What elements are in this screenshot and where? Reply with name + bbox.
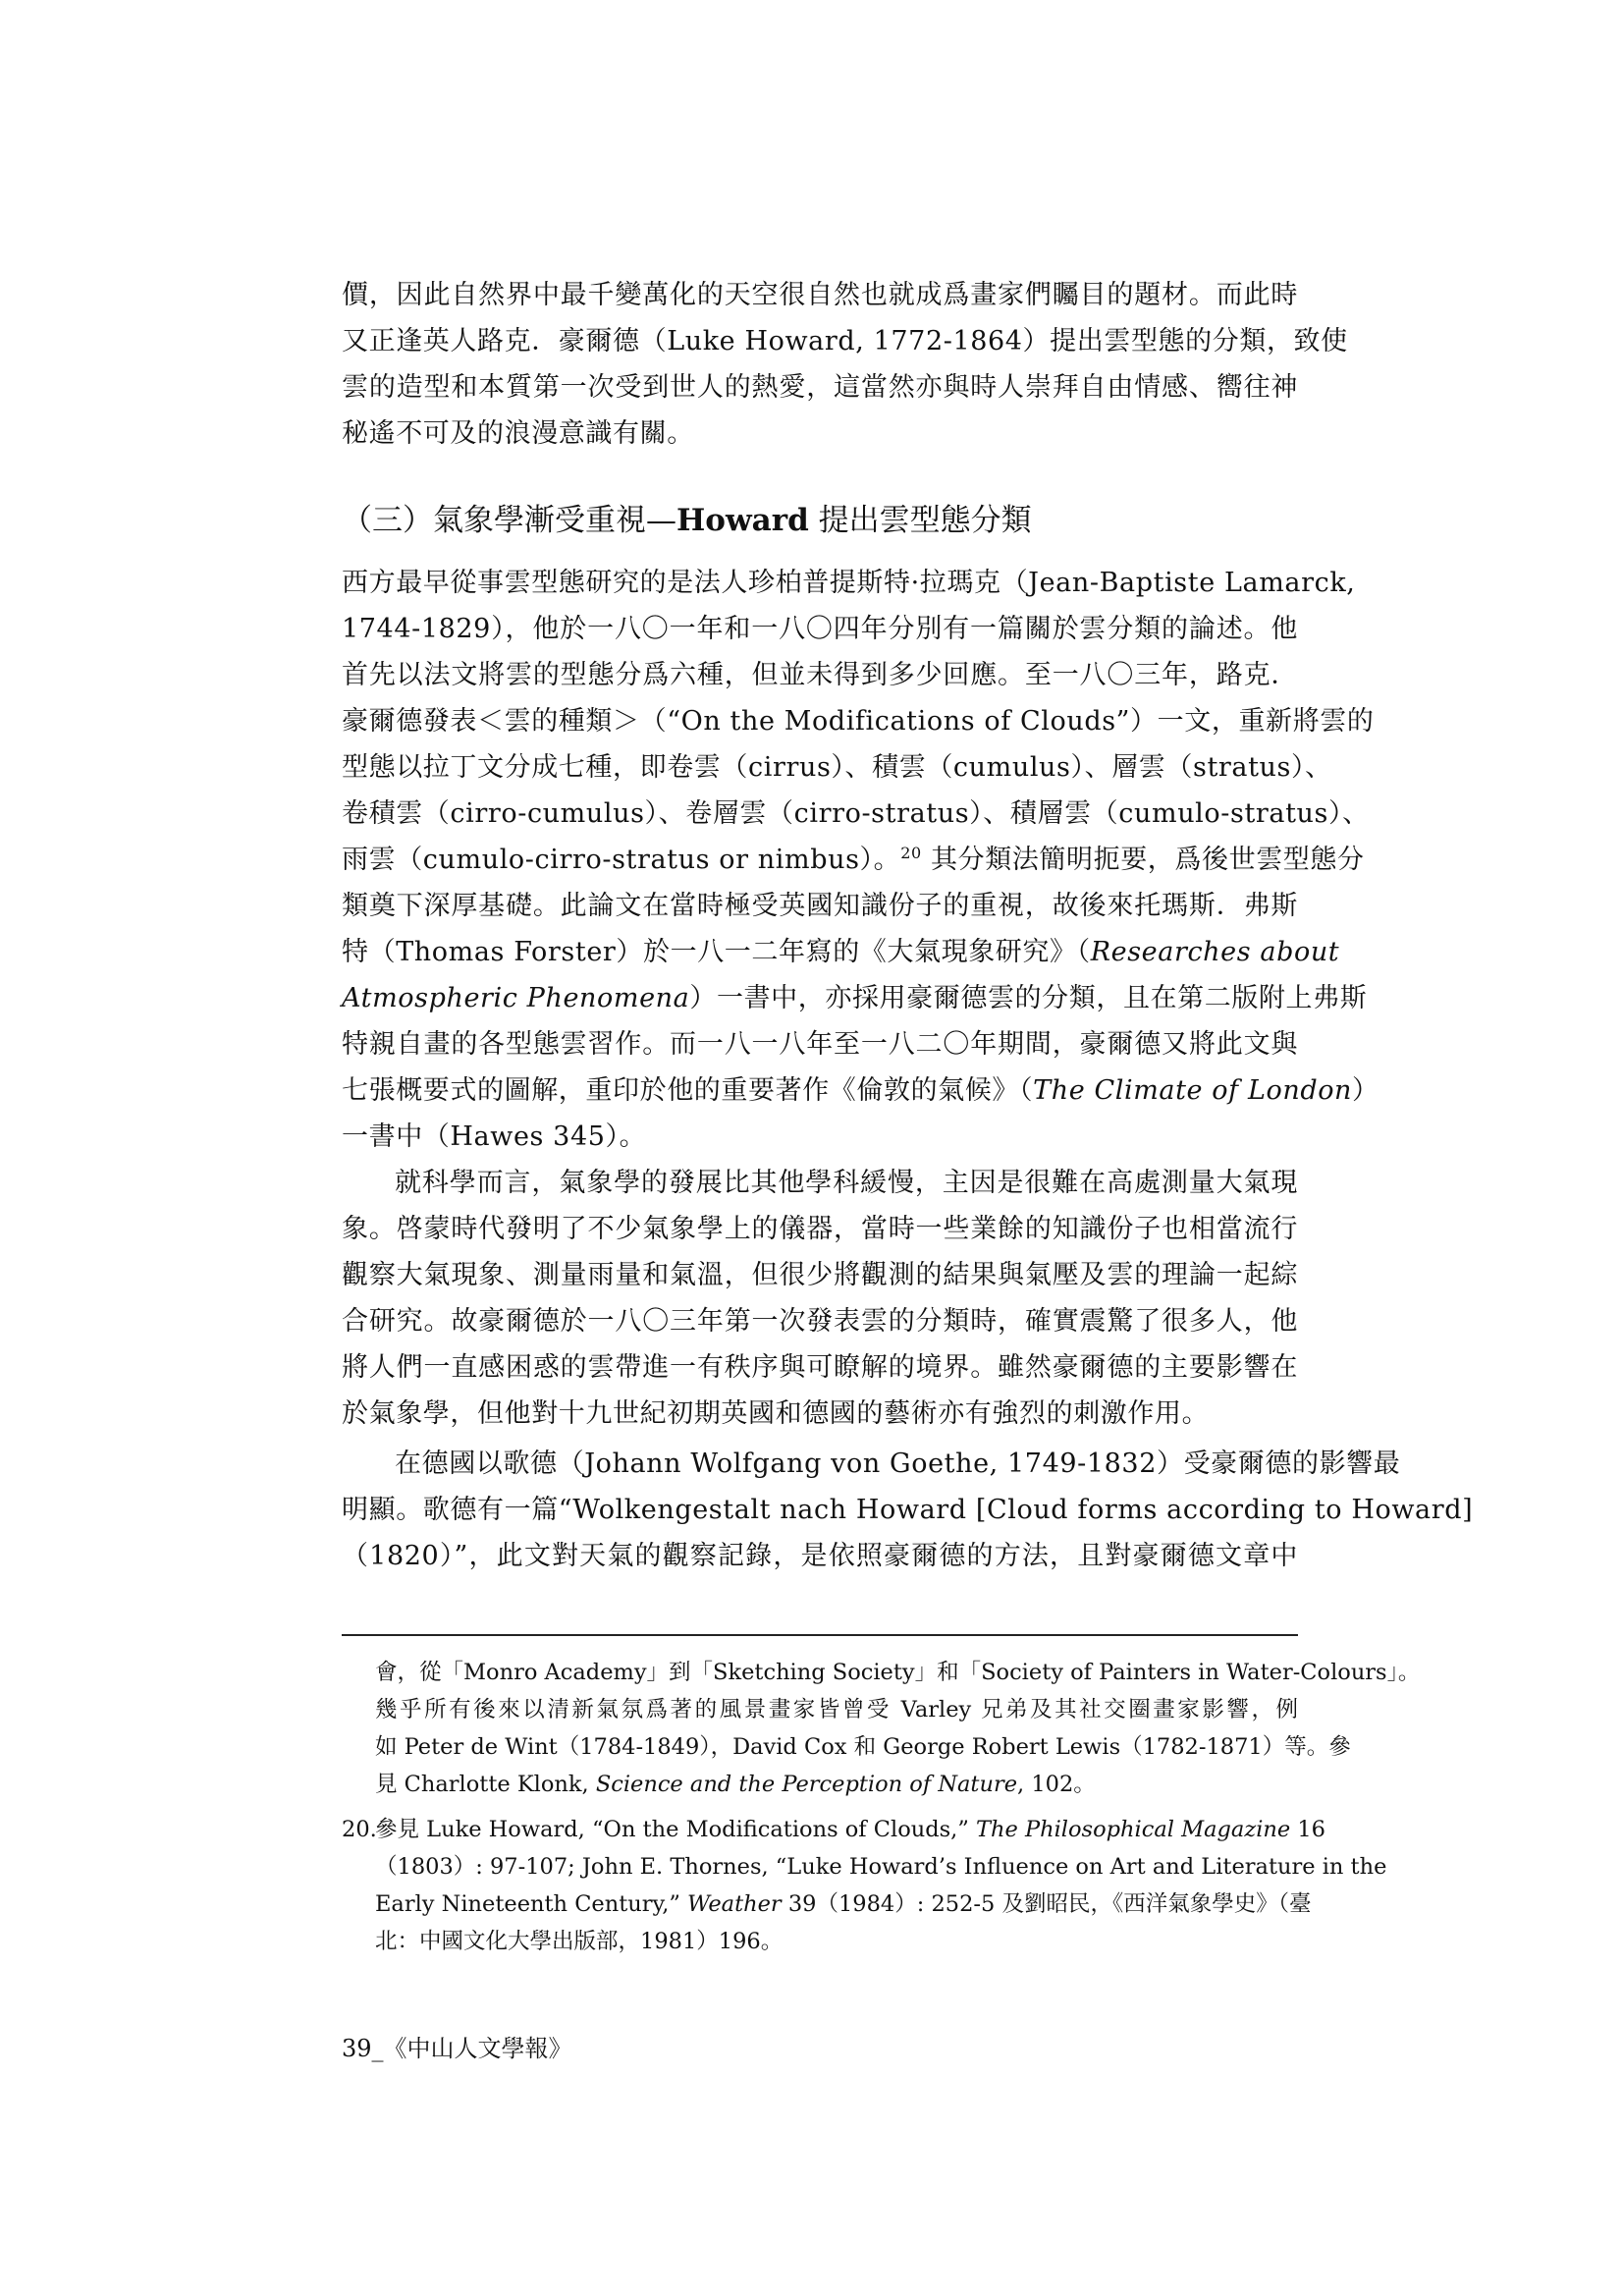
footnote-line bbox=[375, 1770, 1096, 1799]
text-line: 就科學而言，氣象學的發展比其他學科緩慢，主因是很難在高處測量大氣現 bbox=[395, 1168, 1298, 1198]
text-span: 七張概要式的圖解，重印於他的重要著作《倫敦的氣候》（ bbox=[342, 1075, 1034, 1106]
text-line: 又正逢英人路克．豪爾德（Luke Howard, 1772-1864）提出雲型態的分類，致使 bbox=[342, 326, 1348, 356]
section-heading-prefix: （三）氣象學漸受重視— bbox=[342, 503, 676, 538]
book-title-italic: Science and the Perception of Nature bbox=[595, 1772, 1018, 1797]
footnote-line: （1803）: 97-107; John E. Thornes, “Luke Howard’s Influence on Art and Literature in the bbox=[375, 1854, 1387, 1880]
section-heading-suffix: 提出雲型態分類 bbox=[808, 503, 1032, 538]
text-span: 其分類法簡明扼要，爲後世雲型態分 bbox=[921, 845, 1365, 875]
footnote-line: 會，從「Monro Academy」到「Sketching Society」和「Society of Painters in Water-Colours」。 bbox=[375, 1660, 1421, 1685]
section-heading bbox=[342, 501, 1032, 540]
text-line: 類奠下深厚基礎。此論文在當時極受英國知識份子的重視，故後來托瑪斯．弗斯 bbox=[342, 891, 1298, 921]
footnote-divider bbox=[342, 1634, 1298, 1636]
text-span: 16 bbox=[1290, 1817, 1326, 1842]
text-line: （1820）”，此文對天氣的觀察記錄，是依照豪爾德的方法，且對豪爾德文章中 bbox=[342, 1541, 1298, 1571]
text-line: 一書中（Hawes 345）。 bbox=[342, 1121, 647, 1152]
text-line: 型態以拉丁文分成七種，即卷雲（cirrus）、積雲（cumulus）、層雲（stratus）、 bbox=[342, 752, 1332, 783]
text-line bbox=[342, 936, 1340, 969]
text-line: 秘遙不可及的浪漫意識有關。 bbox=[342, 418, 694, 449]
book-title-italic: Atmospheric Phenomena bbox=[342, 983, 690, 1013]
text-line: 特親自畫的各型態雲習作。而一八一八年至一八二〇年期間，豪爾德又將此文與 bbox=[342, 1029, 1298, 1060]
text-line: 首先以法文將雲的型態分爲六種，但並未得到多少回應。至一八〇三年，路克． bbox=[342, 660, 1298, 690]
text-span: 39（1984）: 252-5 及劉昭民，《西洋氣象學史》（臺 bbox=[781, 1891, 1312, 1917]
footnote-line bbox=[375, 1815, 1326, 1844]
footnote-number: 20. bbox=[342, 1817, 377, 1842]
text-span: ）一書中，亦採用豪爾德雲的分類，且在第二版附上弗斯 bbox=[689, 983, 1368, 1013]
text-line bbox=[342, 844, 1365, 877]
footnote-line: 幾乎所有後來以清新氣氛爲著的風景畫家皆曾受 Varley 兄弟及其社交圈畫家影響，例 bbox=[375, 1697, 1298, 1722]
footnote-line: 北：中國文化大學出版部，1981）196。 bbox=[375, 1929, 784, 1954]
text-span: 見 Charlotte Klonk, bbox=[375, 1772, 596, 1797]
text-line: 雲的造型和本質第一次受到世人的熱愛，這當然亦與時人崇拜自由情感、嚮往神 bbox=[342, 372, 1298, 403]
text-line: 將人們一直感困惑的雲帶進一有秩序與可瞭解的境界。雖然豪爾德的主要影響在 bbox=[342, 1352, 1298, 1383]
text-line bbox=[342, 1074, 1379, 1108]
journal-title-italic: Weather bbox=[687, 1891, 782, 1917]
text-span: 特（Thomas Forster）於一八一二年寫的《大氣現象研究》（ bbox=[342, 937, 1091, 967]
text-span: , 102。 bbox=[1017, 1772, 1096, 1797]
text-line: 卷積雲（cirro-cumulus）、卷層雲（cirro-stratus）、積層雲（cumulo-stratus）、 bbox=[342, 798, 1370, 829]
text-line: 豪爾德發表＜雲的種類＞（“On the Modifications of Clouds”）一文，重新將雲的 bbox=[342, 706, 1375, 737]
section-heading-bold: Howard bbox=[676, 503, 809, 538]
text-line bbox=[342, 982, 1368, 1015]
text-line: 1744-1829），他於一八〇一年和一八〇四年分別有一篇關於雲分類的論述。他 bbox=[342, 614, 1298, 644]
text-line: 象。啓蒙時代發明了不少氣象學上的儀器，當時一些業餘的知識份子也相當流行 bbox=[342, 1214, 1298, 1244]
text-line: 合研究。故豪爾德於一八〇三年第一次發表雲的分類時，確實震驚了很多人，他 bbox=[342, 1306, 1298, 1337]
journal-title-italic: The Philosophical Magazine bbox=[976, 1817, 1291, 1842]
text-span: 雨雲（cumulo-cirro-stratus or nimbus）。 bbox=[342, 845, 901, 875]
text-line: 於氣象學，但他對十九世紀初期英國和德國的藝術亦有強烈的刺激作用。 bbox=[342, 1398, 1210, 1429]
page-folio: 39_《中山人文學報》 bbox=[342, 2035, 572, 2062]
book-title-italic: The Climate of London bbox=[1033, 1075, 1353, 1106]
footnote-line bbox=[375, 1889, 1312, 1919]
text-line: 明顯。歌德有一篇“Wolkengestalt nach Howard [Cloud forms according to Howard] bbox=[342, 1495, 1474, 1525]
footnote-line: 如 Peter de Wint（1784-1849），David Cox 和 George Robert Lewis（1782-1871）等。參 bbox=[375, 1734, 1351, 1760]
footnote-ref-20: 20 bbox=[900, 844, 922, 862]
book-title-italic: Researches about bbox=[1090, 937, 1340, 967]
text-span: Early Nineteenth Century,” bbox=[375, 1891, 688, 1917]
text-line: 西方最早從事雲型態研究的是法人珍柏普提斯特·拉瑪克（Jean-Baptiste Lamarck, bbox=[342, 568, 1356, 598]
text-line: 在德國以歌德（Johann Wolfgang von Goethe, 1749-1832）受豪爾德的影響最 bbox=[395, 1449, 1401, 1479]
text-line: 價，因此自然界中最千變萬化的天空很自然也就成爲畫家們矚目的題材。而此時 bbox=[342, 280, 1298, 310]
text-line: 觀察大氣現象、測量雨量和氣溫，但很少將觀測的結果與氣壓及雲的理論一起綜 bbox=[342, 1260, 1298, 1290]
text-span: ） bbox=[1352, 1075, 1379, 1106]
text-span: 參見 Luke Howard, “On the Modifications of Clouds,” bbox=[375, 1817, 976, 1842]
